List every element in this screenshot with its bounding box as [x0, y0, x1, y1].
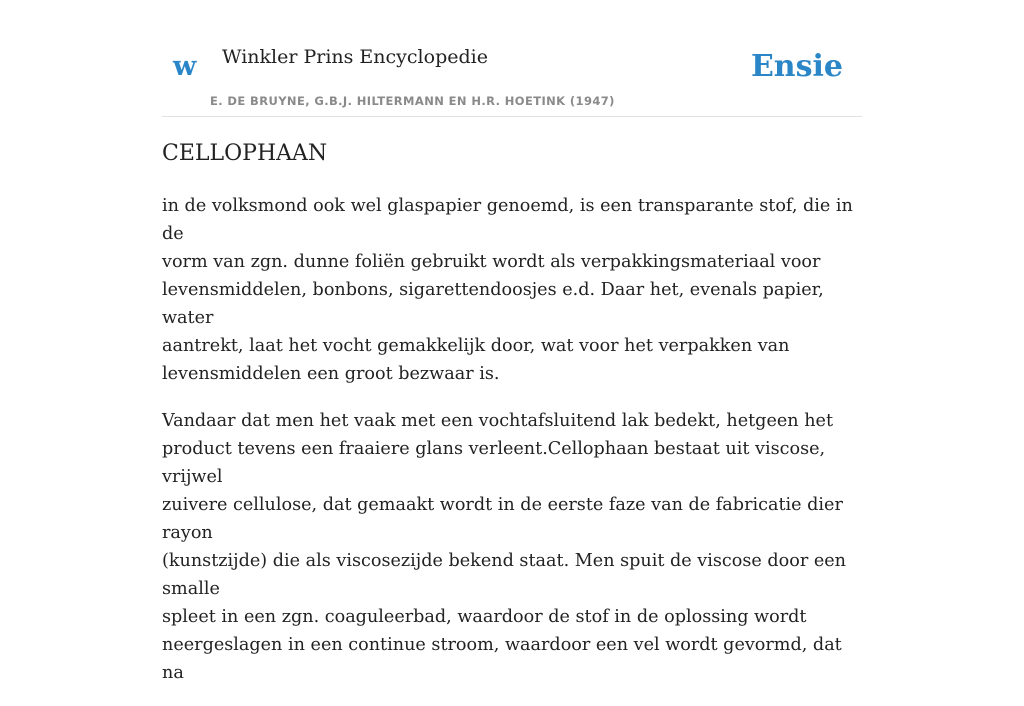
article-title: CELLOPHAAN — [162, 141, 328, 166]
source-title[interactable]: Winkler Prins Encyclopedie — [222, 46, 488, 68]
ensie-logo[interactable]: Ensie — [750, 49, 843, 84]
article-body — [162, 192, 862, 706]
winkler-prins-logo[interactable]: w — [173, 51, 197, 82]
source-authors: E. DE BRUYNE, G.B.J. HILTERMANN EN H.R. HOETINK (1947) — [210, 94, 615, 108]
header — [162, 0, 862, 117]
article-paragraph: Vandaar dat men het vaak met een vochtafsluitend lak bedekt, hetgeen het product tevens een fraaiere glans verleent.Cellophaan bestaat uit viscose, vrijwel zuivere cellulose, dat gemaakt wordt in de eerste faze van de fabricatie dier rayon (kunstzijde) die als viscosezijde bekend staat. Men spuit de viscose door een smalle spleet in een zgn. coaguleerbad, waardoor de stof in de oplossing wordt neergeslagen in een continue stroom, waardoor een vel wordt gevormd, dat na — [162, 411, 846, 683]
article-paragraph: in de volksmond ook wel glaspapier genoemd, is een transparante stof, die in de vorm van zgn. dunne foliën gebruikt wordt als verpakkingsmateriaal voor levensmiddelen, bonbons, sigarettendoosjes e.d. Daar het, evenals papier, water aantrekt, laat het vocht gemakkelijk door, wat voor het verpakken van levensmiddelen een groot bezwaar is. — [162, 196, 853, 384]
